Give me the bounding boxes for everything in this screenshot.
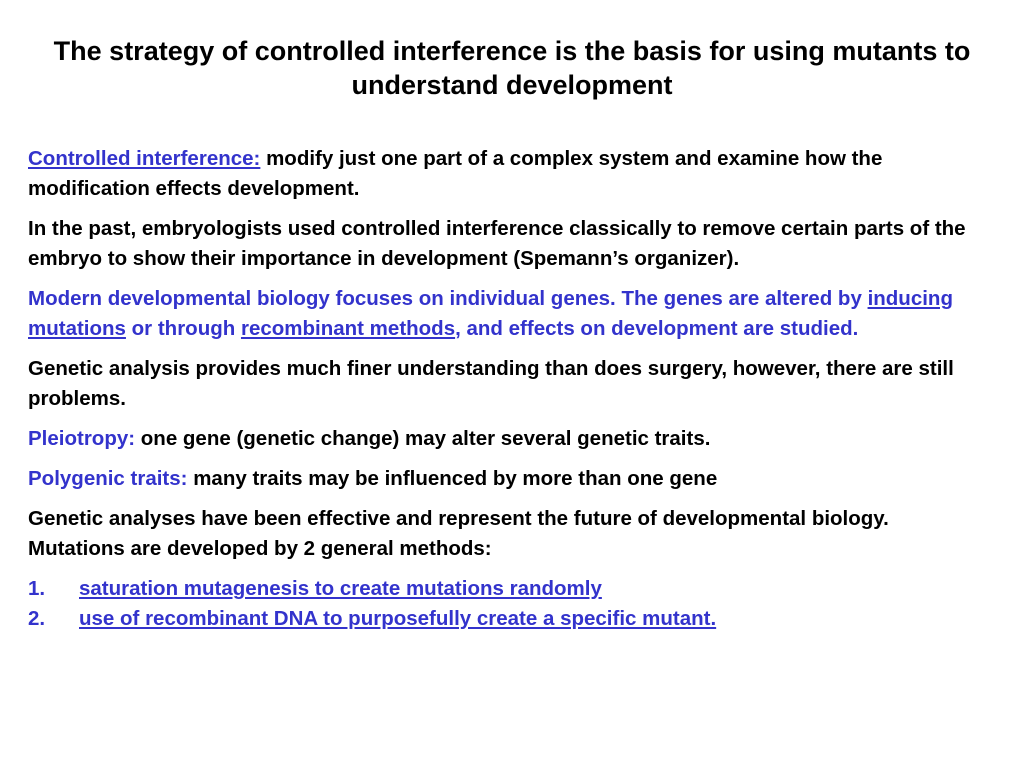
polygenic-definition: many traits may be influenced by more than one gene [187, 467, 718, 490]
list-number: 1. [28, 577, 46, 600]
list-number: 2. [28, 607, 46, 630]
pleiotropy-paragraph [28, 424, 988, 454]
list-item [28, 604, 988, 634]
methods-list [28, 574, 988, 634]
saturation-mutagenesis-link[interactable]: saturation mutagenesis to create mutations randomly [79, 577, 602, 600]
controlled-interference-term[interactable]: Controlled interference: [28, 147, 261, 170]
recombinant-methods-link[interactable]: recombinant methods [240, 317, 456, 340]
recombinant-dna-link[interactable]: use of recombinant DNA to purposefully create a specific mutant. [79, 607, 717, 630]
polygenic-term: Polygenic traits: [28, 467, 188, 490]
genetic-analysis-paragraph: Genetic analysis provides much finer understanding than does surgery, however, there are still problems. [28, 357, 954, 410]
slide-body [28, 144, 988, 634]
genetic-analyses-paragraph: Genetic analyses have been effective and represent the future of developmental biology. Mutations are developed by 2 general methods: [28, 507, 889, 560]
inducing-mutations-link[interactable]: inducing mutations [28, 287, 953, 340]
controlled-interference-definition: modify just one part of a complex system and examine how the modification effects development. [28, 147, 883, 200]
pleiotropy-definition: one gene (genetic change) may alter several genetic traits. [135, 427, 711, 450]
polygenic-paragraph [28, 464, 988, 494]
slide-title: The strategy of controlled interference is the basis for using mutants to understand development [53, 36, 971, 100]
controlled-interference-paragraph [28, 144, 988, 204]
embryologists-paragraph: In the past, embryologists used controlled interference classically to remove certain parts of the embryo to show their importance in development (Spemann’s organizer). [28, 217, 966, 270]
modern-biology-text-c: , and effects on development are studied. [455, 317, 859, 340]
modern-biology-paragraph [28, 284, 988, 344]
pleiotropy-term: Pleiotropy: [28, 427, 136, 450]
modern-biology-text-b: or through [125, 317, 241, 340]
modern-biology-text-a: Modern developmental biology focuses on individual genes. The genes are altered by [28, 287, 868, 310]
list-item [28, 574, 988, 604]
